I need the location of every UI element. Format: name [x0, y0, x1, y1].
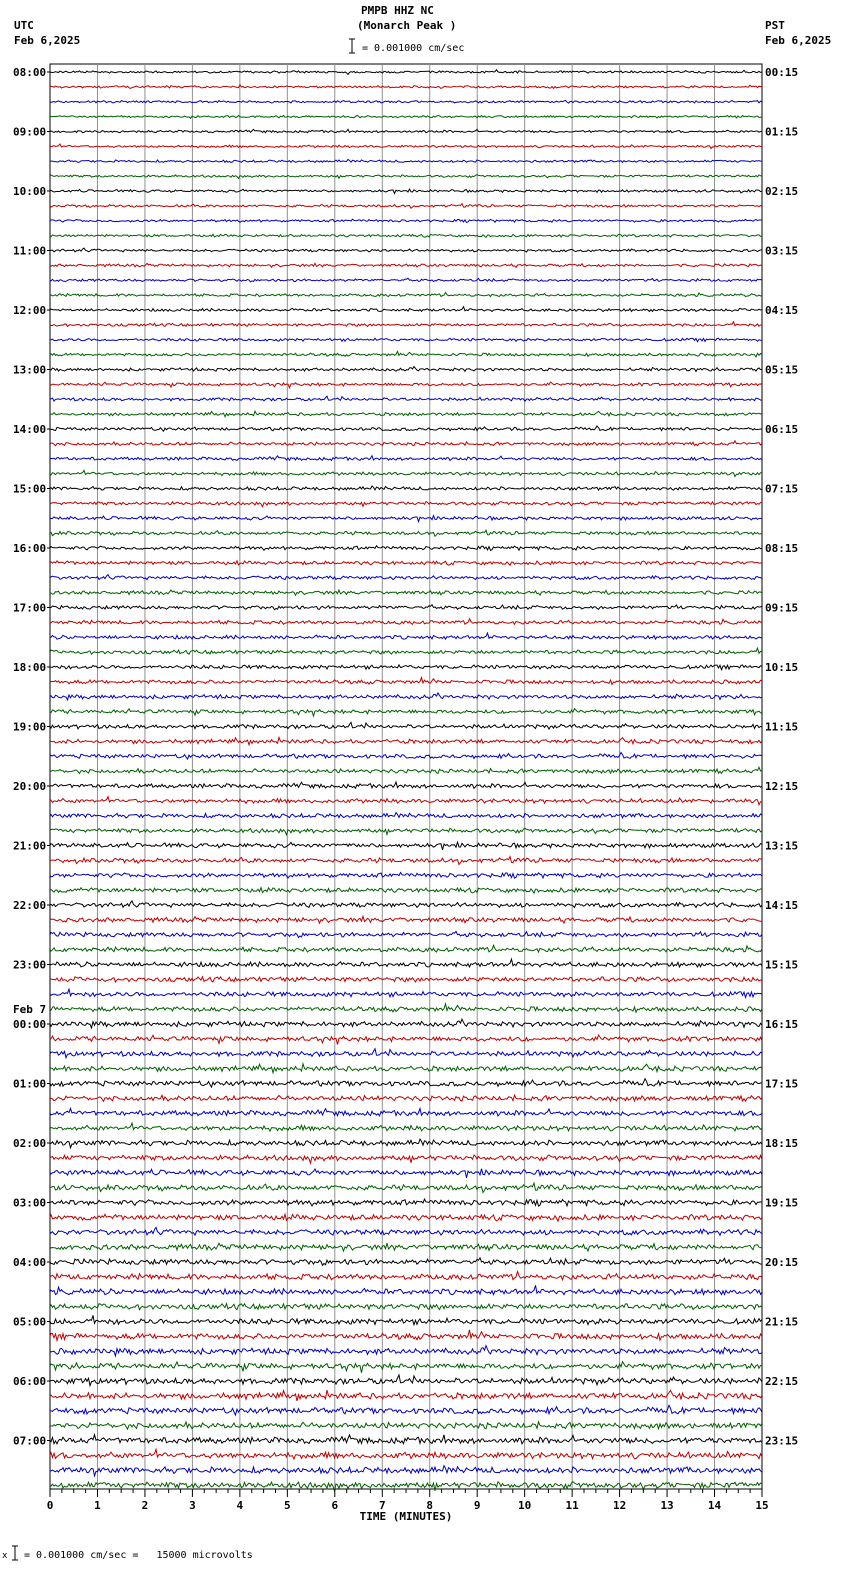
pst-hour-label: 14:15: [765, 899, 799, 912]
seismic-trace: [50, 619, 762, 624]
seismic-trace: [50, 1139, 762, 1148]
utc-hour-label: 19:00: [13, 720, 47, 734]
seismic-trace: [50, 1435, 762, 1444]
seismic-trace: [50, 633, 762, 639]
seismic-trace: [50, 1227, 762, 1235]
seismic-trace: [50, 382, 762, 388]
pst-hour-label: 11:15: [765, 720, 799, 734]
x-tick-label: 3: [189, 1499, 196, 1512]
pst-hour-label: 23:15: [765, 1434, 799, 1448]
x-tick-label: 7: [378, 1499, 386, 1512]
seismic-trace: [50, 959, 762, 967]
seismic-trace: [50, 1375, 762, 1386]
seismic-trace: [50, 945, 762, 952]
seismic-trace: [50, 426, 762, 431]
right-date: Feb 6,2025: [765, 34, 832, 47]
pst-hour-label: 06:15: [765, 423, 799, 436]
x-tick-label: 6: [331, 1499, 339, 1512]
seismic-trace: [50, 1466, 762, 1476]
x-axis-label: TIME (MINUTES): [359, 1510, 453, 1523]
utc-hour-label: 07:00: [13, 1434, 47, 1448]
seismic-trace: [50, 486, 762, 490]
seismic-trace: [50, 561, 762, 566]
seismic-trace: [50, 977, 762, 982]
utc-hour-label: 23:00: [13, 958, 47, 972]
seismic-trace: [50, 590, 762, 595]
x-tick-label: 4: [236, 1499, 244, 1512]
seismic-trace: [50, 338, 762, 342]
seismic-trace: [50, 1169, 762, 1178]
seismic-trace: [50, 1049, 762, 1058]
pst-hour-label: 17:15: [765, 1077, 799, 1091]
seismic-trace: [50, 665, 762, 670]
utc-hour-label: 13:00: [13, 363, 47, 377]
utc-hour-label: 14:00: [13, 423, 47, 436]
seismic-trace: [50, 1004, 762, 1012]
x-tick-label: 0: [46, 1499, 54, 1512]
seismic-trace: [50, 1330, 762, 1340]
seismic-trace: [50, 901, 762, 908]
pst-hour-label: 05:15: [765, 363, 799, 377]
header-scale-label: = 0.001000 cm/sec: [362, 43, 465, 54]
seismic-trace: [50, 1315, 762, 1324]
seismic-trace: [50, 322, 762, 327]
station-location: (Monarch Peak ): [357, 19, 457, 32]
utc-hour-label: 02:00: [13, 1137, 47, 1150]
seismic-trace: [50, 1123, 762, 1131]
utc-hour-label: 00:00: [13, 1018, 47, 1031]
seismic-trace: [50, 307, 762, 312]
seismic-trace: [50, 278, 762, 282]
pst-hour-label: 15:15: [765, 958, 799, 972]
seismic-trace: [50, 1095, 762, 1101]
right-timezone: PST: [765, 19, 785, 32]
seismic-trace: [50, 916, 762, 923]
seismic-trace: [50, 857, 762, 865]
x-tick-label: 14: [707, 1499, 722, 1512]
seismic-trace: [50, 888, 762, 894]
seismic-trace: [50, 70, 762, 75]
seismic-trace: [50, 129, 762, 132]
seismic-trace: [50, 189, 762, 193]
utc-hour-label: 16:00: [13, 542, 47, 555]
utc-hour-label: 08:00: [13, 66, 47, 79]
pst-hour-label: 00:15: [765, 66, 799, 79]
seismic-trace: [50, 828, 762, 835]
utc-hour-label: 01:00: [13, 1077, 47, 1091]
x-tick-label: 2: [141, 1499, 149, 1512]
station-title: PMPB HHZ NC: [361, 4, 434, 17]
seismic-trace: [50, 234, 762, 237]
x-tick-label: 10: [518, 1499, 532, 1512]
pst-hour-label: 03:15: [765, 244, 799, 258]
pst-hour-label: 04:15: [765, 304, 799, 317]
seismic-trace: [50, 1214, 762, 1221]
x-tick-label: 11: [565, 1499, 579, 1512]
x-tick-label: 9: [473, 1499, 481, 1512]
utc-hour-label: 11:00: [13, 244, 47, 258]
seismic-trace: [50, 263, 762, 267]
utc-hour-label: 04:00: [13, 1256, 47, 1269]
seismic-trace: [50, 693, 762, 700]
x-tick-label: 8: [426, 1499, 434, 1512]
left-timezone: UTC: [14, 19, 34, 32]
seismic-trace: [50, 85, 762, 89]
seismic-trace: [50, 797, 762, 805]
seismic-trace: [50, 678, 762, 685]
seismic-trace: [50, 1035, 762, 1044]
pst-hour-label: 01:15: [765, 125, 799, 139]
seismic-trace: [50, 1272, 762, 1280]
seismic-trace: [50, 115, 762, 118]
seismic-trace: [50, 396, 762, 401]
seismic-trace: [50, 782, 762, 788]
x-tick-label: 13: [660, 1499, 674, 1512]
utc-hour-label: 12:00: [13, 304, 47, 317]
footer-scale-label: = 0.001000 cm/sec = 15000 microvolts: [24, 1550, 253, 1561]
seismic-trace: [50, 101, 762, 104]
seismic-trace: [50, 502, 762, 507]
seismic-trace: [50, 441, 762, 446]
seismic-trace: [50, 293, 762, 297]
x-tick-label: 15: [755, 1499, 769, 1512]
utc-hour-label: 10:00: [13, 185, 47, 198]
seismic-trace: [50, 1304, 762, 1310]
x-tick-label: 1: [94, 1499, 101, 1512]
utc-hour-label: 03:00: [13, 1196, 47, 1210]
seismic-trace: [50, 1199, 762, 1206]
footer-scale-bar-icon: [11, 1545, 19, 1561]
seismic-trace: [50, 175, 762, 179]
footer-scale-prefix: x: [2, 1551, 8, 1561]
seismic-trace: [50, 722, 762, 729]
seismic-trace: [50, 159, 762, 162]
seismic-trace: [50, 1019, 762, 1028]
pst-hour-label: 02:15: [765, 185, 799, 198]
utc-hour-label: 20:00: [13, 780, 47, 793]
seismic-trace: [50, 1243, 762, 1251]
pst-hour-label: 18:15: [765, 1137, 799, 1150]
seismic-trace: [50, 546, 762, 551]
seismic-trace: [50, 605, 762, 610]
pst-hour-label: 19:15: [765, 1196, 799, 1210]
seismic-trace: [50, 367, 762, 372]
seismic-trace: [50, 1362, 762, 1373]
seismic-trace: [50, 575, 762, 580]
seismic-trace: [50, 989, 762, 997]
seismic-trace: [50, 411, 762, 417]
seismic-trace: [50, 1079, 762, 1087]
utc-hour-label: 21:00: [13, 839, 47, 853]
pst-hour-label: 13:15: [765, 839, 799, 853]
seismic-trace: [50, 813, 762, 818]
seismic-trace: [50, 842, 762, 850]
pst-hour-label: 12:15: [765, 780, 799, 793]
utc-hour-label: 09:00: [13, 125, 47, 139]
pst-hour-label: 21:15: [765, 1315, 799, 1329]
seismic-trace: [50, 1108, 762, 1116]
seismic-trace: [50, 1405, 762, 1415]
seismic-trace: [50, 1285, 762, 1294]
seismic-trace: [50, 737, 762, 744]
utc-hour-label: 15:00: [13, 482, 47, 496]
seismic-trace: [50, 1390, 762, 1401]
pst-hour-label: 20:15: [765, 1256, 799, 1269]
seismic-trace: [50, 1346, 762, 1356]
seismic-trace: [50, 1155, 762, 1163]
date-change-label: Feb 7: [13, 1003, 47, 1016]
seismic-trace: [50, 709, 762, 716]
seismic-trace: [50, 248, 762, 252]
x-tick-label: 12: [612, 1499, 627, 1512]
seismic-trace: [50, 1449, 762, 1459]
utc-hour-label: 05:00: [13, 1315, 47, 1329]
seismic-trace: [50, 530, 762, 536]
seismic-trace: [50, 767, 762, 773]
seismic-trace: [50, 1064, 762, 1073]
seismic-trace: [50, 204, 762, 209]
seismic-trace: [50, 144, 762, 149]
utc-hour-label: 22:00: [13, 899, 47, 912]
seismic-trace: [50, 1258, 762, 1266]
seismic-trace: [50, 1183, 762, 1192]
pst-hour-label: 07:15: [765, 482, 799, 496]
utc-hour-label: 06:00: [13, 1375, 47, 1388]
pst-hour-label: 16:15: [765, 1018, 799, 1031]
seismic-trace: [50, 456, 762, 461]
x-tick-label: 5: [284, 1499, 291, 1512]
utc-hour-label: 17:00: [13, 601, 47, 615]
left-date: Feb 6,2025: [14, 34, 81, 47]
pst-hour-label: 10:15: [765, 661, 799, 674]
seismic-trace: [50, 516, 762, 522]
seismic-trace: [50, 648, 762, 654]
seismic-trace: [50, 1422, 762, 1429]
seismic-trace: [50, 752, 762, 759]
seismic-trace: [50, 351, 762, 357]
pst-hour-label: 08:15: [765, 542, 799, 555]
seismic-trace: [50, 470, 762, 476]
pst-hour-label: 09:15: [765, 601, 799, 615]
seismic-trace: [50, 872, 762, 878]
pst-hour-label: 22:15: [765, 1375, 799, 1388]
utc-hour-label: 18:00: [13, 661, 47, 674]
seismic-trace: [50, 931, 762, 937]
seismic-trace: [50, 219, 762, 222]
